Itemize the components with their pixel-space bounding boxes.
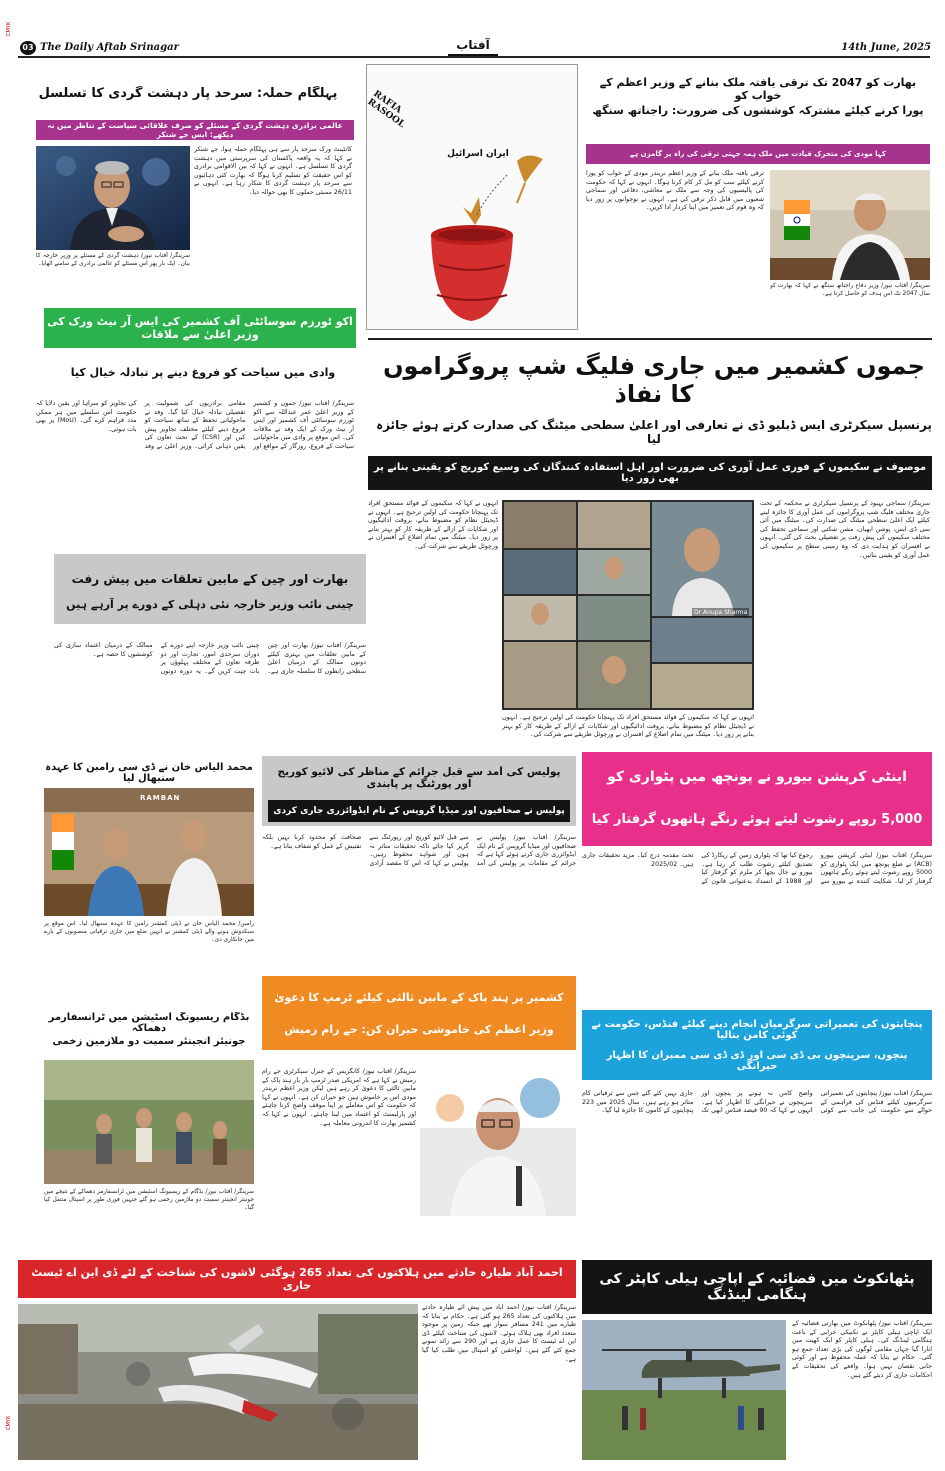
story-apache [582, 1260, 932, 1464]
story-tourism [18, 300, 354, 550]
budgam-photo [44, 1060, 254, 1184]
budgam-photo-art [44, 1060, 254, 1184]
acb-headline-line1: اینٹی کرپشن بیورو نے پونچھ میں پٹواری کو [607, 769, 907, 785]
story-ahmedabad [18, 1260, 576, 1464]
ahmedabad-headline-band: احمد آباد طیارہ حادثے میں ہلاکتوں کی تعداد 265 ہوگئی لاشوں کی شناخت کے لئے ڈی این اے ٹیسٹ جاری [18, 1260, 576, 1298]
story-police [262, 756, 576, 970]
jaishankar-photo-art [36, 146, 190, 250]
jairam-photo-art [420, 1068, 576, 1216]
jaishankar-photo [36, 146, 190, 250]
ilyas-caption: رامبن/ محمد الیاس خان نے ڈپٹی کمشنر رامبن کا عہدہ سنبھال لیا۔ اس موقع پر سبکدوش ہونے والے ڈپٹی کمشنر نے انہیں ضلع میں جاری ترقیاتی منصوبوں کے بارے میں جانکاری دی۔ [44, 921, 254, 943]
masthead-logo: آفتاب [448, 38, 498, 56]
acb-headline-line2: 5,000 روپے رشوت لیتے ہوئے رنگے ہاتھوں گرفتار کیا [591, 811, 923, 827]
masthead [0, 0, 945, 60]
budgam-headline-line2: جونیئر انجینئر سمیت دو ملازمین زخمی [52, 1036, 246, 1047]
police-body: سرینگر/ آفتاب نیوز/ پولیس نے صحافیوں اور میڈیا گروپس کے نام ایک ایڈوائزری جاری کرتے ہوئے کہا ہے کہ جرائم کے مقامات پر پولیس کی آمد سے قبل لائیو کوریج اور رپورٹنگ سے گریز کیا جائے تاکہ تحقیقات متاثر نہ ہوں اور شواہد محفوظ رہیں۔ پولیس نے کہا کہ اس کا مقصد آزادی صحافت کو محدود کرنا نہیں بلکہ تفتیش کے عمل کو شفاف بنانا ہے۔ [262, 834, 576, 867]
story-ilyas [44, 756, 254, 1002]
ramban-sign: RAMBAN [140, 794, 181, 802]
rajnath-headline-line1: بھارت کو 2047 تک ترقی یافتہ ملک بنانے کے وزیر اعظم کے خواب کو [599, 76, 917, 102]
page-number: 03 [20, 41, 36, 55]
jairam-photo [420, 1068, 576, 1216]
story-flagship [366, 338, 934, 752]
cartoon [366, 64, 578, 330]
issue-date: 14th June, 2025 [841, 42, 931, 53]
ahmedabad-body: سرینگر/ آفتاب نیوز/ احمد آباد میں پیش آئے طیارہ حادثے میں ہلاکتوں کی تعداد 265 ہو گئی ہے۔ حکام نے بتایا کہ طیارے میں 241 مسافر سوار تھے جبکہ زمین پر موجود متعدد افراد بھی ہلاک ہوئے۔ لاشوں کی شناخت کیلئے ڈی این اے ٹیسٹ کا عمل جاری ہے اور 290 سے زائد نمونے جمع کئے گئے ہیں۔ لواحقین کو اسپتال میں طلب کیا گیا ہے۔ [422, 1304, 576, 1363]
terror-subhead-band: عالمی برادری دہشت گردی کے مسئلے کو صرف علاقائی سیاست کے تناظر میں نہ دیکھے: ایس جے شنکر [36, 120, 354, 140]
tourism-body: سرینگر/ آفتاب نیوز/ جموں و کشمیر کے وزیر اعلیٰ عمر عبداللہ سے اکو ٹورزم سوسائٹی آف کشمیر اور ایس آر نیٹ ورک کے ایک وفد نے ملاقات کی۔ اس موقع پر وادی میں ماحولیاتی سیاحت کے فروغ، روزگار کے مواقع اور مقامی برادریوں کی شمولیت پر تفصیلی تبادلہ خیال کیا گیا۔ وفد نے ماحولیاتی تحفظ کے ساتھ سیاحت کو فروغ دینے کیلئے مختلف تجاویز پیش کیں اور (CSR) کے تحت تعاون کی یقین دہانی کرائی۔ وزیر اعلیٰ نے وفد کی تجاویز کو سراہا اور یقین دلایا کہ حکومت اس سلسلے میں ہر ممکن مدد فراہم کرے گی۔ (MoU) پر بھی بات ہوئی۔ [36, 400, 354, 450]
china-body: سرینگر/ آفتاب نیوز/ بھارت اور چین کے مابین تعلقات میں بہتری کیلئے دونوں ممالک کے درمیان اعلیٰ سطحی رابطوں کا سلسلہ جاری ہے۔ چینی نائب وزیر خارجہ اپنے دورے کے دوران سرحدی امور، تجارت اور دو طرفہ تعاون کے مختلف پہلوؤں پر بات چیت کریں گے۔ یہ دورہ دونوں ممالک کے درمیان اعتماد سازی کی کوششوں کا حصہ ہے۔ [54, 642, 366, 675]
china-headline-box [54, 554, 366, 624]
terror-body: کانٹینٹ ورک سرحد پار سے ہی پہلگام حملہ ہوا، جے شنکر نے کہا کہ یہ واقعہ پاکستان کی سرپرستی میں دہشت گردی کا تسلسل ہے۔ انہوں نے کہا کہ بین الاقوامی برادری کو اس حقیقت کو تسلیم کرنا ہوگا کہ بھارت کئی دہائیوں سے سرحد پار دہشت گردی کا شکار رہا ہے۔ انہوں نے 26/11 ممبئی حملوں کا بھی حوالہ دیا۔ [194, 146, 352, 196]
flagship-meeting-photo [502, 500, 754, 710]
budgam-caption: سرینگر/ آفتاب نیوز/ بڈگام کے ریسیونگ اسٹیشن میں ٹرانسفارمر دھماکے کے نتیجے میں جونیئر انجینئر سمیت دو ملازمین زخمی ہو گئے جنہیں فوری طور پر اسپتال منتقل کیا گیا۔ [44, 1189, 254, 1211]
rajnath-caption: سرینگر/ آفتاب نیوز/ وزیر دفاع راجناتھ سنگھ نے کہا کہ بھارت کو سال 2047 تک اس ہدف کو حاصل کرنا ہے۔ [770, 283, 930, 297]
meeting-photo-label: Dr Anupa Sharma [694, 609, 748, 616]
tourism-subhead: وادی میں سیاحت کو فروغ دینے پر تبادلہ خیال کیا [70, 366, 336, 379]
rajnath-body: ترقی یافتہ ملک بنانے کے وزیر اعظم نریندر مودی کے خواب کو پورا کرنے کیلئے سب کو مل کر کام کرنا ہوگا۔ انہوں نے کہا کہ حکومت کی پالیسیوں کی وجہ سے ملک نے معاشی، دفاعی اور سماجی شعبوں میں قابل ذکر ترقی کی ہے۔ انہوں نے نوجوانوں پر زور دیا کہ وہ قوم کی تعمیر میں اپنا کردار ادا کریں۔ [586, 170, 764, 212]
crash-photo-art [18, 1304, 418, 1460]
flagship-body-left: انہوں نے کہا کہ سکیموں کے فوائد مستحق افراد تک پہنچانا حکومت کی اولین ترجیح ہے۔ انہوں نے ڈیجیٹل نظام کو مضبوط بنانے، بروقت ادائیگیوں اور شکایات کے ازالے کے طریقہ کار کو بہتر بنانے پر زور دیا۔ میٹنگ میں تمام اضلاع کے افسران نے ورچوئل طریقے سے شرکت کی۔ [368, 500, 498, 550]
police-band: پولیس نے صحافیوں اور میڈیا گروپس کے نام ایڈوائزری جاری کردی [268, 800, 570, 822]
flagship-body-under-photo: انہوں نے کہا کہ سکیموں کے فوائد مستحق افراد تک پہنچانا حکومت کی اولین ترجیح ہے۔ انہوں نے ڈیجیٹل نظام کو مضبوط بنانے، بروقت ادائیگیوں اور شکایات کے ازالے کے طریقہ کار کو بہتر بنانے پر زور دیا۔ میٹنگ میں تمام اضلاع کے افسران نے ورچوئل طریقے سے شرکت کی۔ [502, 714, 754, 739]
apache-headline-band: پٹھانکوٹ میں فضائیہ کے اپاچی ہیلی کاپٹر کی ہنگامی لینڈنگ [582, 1260, 932, 1314]
rajnath-band: کہا مودی کی متحرک قیادت میں ملک ہمہ جہتی ترقی کی راہ پر گامزن ہے [586, 144, 930, 164]
rajnath-photo [770, 170, 930, 280]
flagship-top-rule [368, 338, 932, 340]
story-acb [582, 752, 932, 1006]
meeting-grid-art [502, 500, 754, 710]
panchayat-body: سرینگر/ آفتاب نیوز/ پنچایتوں کی تعمیراتی سرگرمیوں کیلئے فنڈس کی فراہمی کے حوالے سے حکومت کی جانب سے کوئی واضح کامن نہ ہونے پر پنچوں اور سرپنچوں نے حیرانگی کا اظہار کیا ہے۔ انہوں نے کہا کہ 90 فیصد فنڈس ابھی تک جاری نہیں کئے گئے جس سے ترقیاتی کام متاثر ہو رہے ہیں۔ سال 2025 میں 223 پنچایتوں کے کاموں کا جائزہ لیا گیا۔ [582, 1090, 932, 1115]
crash-photo [18, 1304, 418, 1460]
cmyk-mark-top: CMYK [6, 21, 12, 36]
paper-name: The Daily Aftab Srinagar [40, 42, 179, 53]
ilyas-photo-art [44, 788, 254, 916]
ilyas-headline: محمد الیاس خان نے ڈی سی رامبن کا عہدہ سنبھال لیا [45, 762, 253, 784]
flagship-headline: جموں کشمیر میں جاری فلیگ شپ پروگراموں کا نفاذ [383, 352, 925, 408]
budgam-headline-line1: بڈگام ریسیونگ اسٹیشن میں ٹرانسفارمر دھماکہ [48, 1012, 250, 1034]
story-panchayat [582, 1010, 932, 1256]
story-china [18, 554, 366, 746]
rajnath-headline-line2: پورا کرنے کیلئے مشترکہ کوششوں کی ضرورت: راجناتھ سنگھ [592, 104, 924, 117]
flagship-subhead: پرنسپل سیکرٹری ایس ڈبلیو ڈی نے تعارفی اور اعلیٰ سطحی میٹنگ کی صدارت کرتے ہوئے جائزہ لیا [376, 418, 932, 446]
apache-photo [582, 1320, 786, 1460]
terror-caption: سرینگر/ آفتاب نیوز/ دہشت گردی کے مسئلے پر وزیر خارجہ کا بیان۔ ایک بار پھر اس مسئلے کو عالمی برادری کے سامنے اٹھایا۔ [36, 253, 190, 267]
cmyk-mark-bottom: CMYK [6, 1415, 12, 1430]
panchayat-headline-line1: پنچایتوں کی تعمیراتی سرگرمیاں انجام دینے کیلئے فنڈس، حکومت نے کوئی کامن بنالیا [591, 1019, 923, 1041]
apache-photo-art [582, 1320, 786, 1460]
china-headline-line1: بھارت اور چین کے مابین تعلقات میں پیش رفت [71, 572, 349, 586]
story-rajnath [582, 62, 932, 334]
police-headline: پولیس کی آمد سے قبل جرائم کے مناظر کی لائیو کوریج اور پورٹنگ پر پابندی [277, 766, 561, 790]
terror-headline: پہلگام حملہ: سرحد پار دہشت گردی کا تسلسل [38, 86, 338, 101]
flagship-body-right: سرینگر/ سماجی بہبود کے پرنسپل سیکرٹری نے محکمہ کے تحت جاری مختلف فلیگ شپ پروگراموں کی عمل آوری کا جائزہ لینے کیلئے ایک اعلیٰ سطحی میٹنگ کی صدارت کی۔ میٹنگ میں آئی سی ڈی ایس، پوشن ابھیان، مشن شکتی اور سماجی تحفظ کی مختلف سکیموں کی پیش رفت پر تفصیلی بحث کی گئی۔ انہوں نے افسران کو ہدایت دی کہ وہ زمینی سطح پر سکیموں کی عمل آوری کو یقینی بنائیں۔ [760, 500, 930, 559]
panchayat-headline-line2: پنچوں، سرپنچوں بی ڈی سی اور ڈی ڈی سی ممبران کا اظہار حیرانگی [606, 1050, 908, 1072]
china-headline-line2: چینی نائب وزیر خارجہ نئی دہلی کے دورے پر آرہے ہیں [66, 598, 354, 611]
story-budgam [44, 1008, 254, 1256]
masthead-rule [18, 56, 930, 58]
acb-body: سرینگر/ آفتاب نیوز/ اینٹی کرپشن بیورو (ACB) نے ضلع پونچھ میں ایک پٹواری کو 5000 روپے رشوت لیتے ہوئے رنگے ہاتھوں گرفتار کر لیا۔ شکایت کنندہ نے بیورو سے رجوع کیا تھا کہ پٹواری زمین کے ریکارڈ کی تصدیق کیلئے رشوت طلب کر رہا ہے۔ بیورو نے جال بچھا کر ملزم کو گرفتار کیا اور 1988 کے انسداد بدعنوانی قانون کے تحت مقدمہ درج کیا۔ مزید تحقیقات جاری ہیں۔ 2025/02 [582, 852, 932, 885]
ilyas-photo [44, 788, 254, 916]
tourism-band: اکو ٹورزم سوسائٹی آف کشمیر کی ایس آر نیٹ ورک کی وزیر اعلیٰ سے ملاقات [44, 308, 356, 348]
cartoon-signature: RAFIA RASOOL [365, 89, 407, 131]
story-terror [18, 62, 354, 296]
trump-body: سرینگر/ آفتاب نیوز/ کانگریس کے جنرل سیکرٹری جے رام رمیش نے کہا ہے کہ امریکی صدر ٹرمپ بار بار ہند پاک کے مابین ثالثی کا دعویٰ کر رہے ہیں لیکن وزیر اعظم نریندر مودی اس پر خاموش ہیں جو حیران کن ہے۔ انہوں نے کہا کہ حکومت کو اس معاملے پر اپنا موقف واضح کرنا چاہئے اور پارلیمنٹ کو اعتماد میں لینا چاہئے۔ انہوں نے کہا کہ کشمیر بھارت کا اندرونی معاملہ ہے۔ [262, 1068, 416, 1127]
rajnath-photo-art [770, 170, 930, 280]
flagship-band: موصوف نے سکیموں کے فوری عمل آوری کی ضرورت اور اہل استفادہ کنندگان کی وسیع کوریج کو یقینی بنانے پر بھی زور دیا [368, 456, 932, 490]
trump-band-line1: کشمیر پر ہند پاک کے مابین ثالثی کیلئے ٹرمپ کا دعویٰ [274, 990, 564, 1004]
apache-body: سرینگر/ آفتاب نیوز/ پٹھانکوٹ میں بھارتی فضائیہ کے ایک اپاچی ہیلی کاپٹر نے تکنیکی خرابی کے باعث ہنگامی لینڈنگ کی۔ ہیلی کاپٹر کو ایک کھیت میں اتارا گیا جہاں مقامی لوگوں کی بڑی تعداد جمع ہو گئی۔ حکام نے بتایا کہ عملہ محفوظ ہے اور کوئی جانی نقصان نہیں ہوا۔ واقعے کی تحقیقات کے احکامات جاری کر دیئے گئے ہیں۔ [792, 1320, 932, 1379]
cartoon-label: ایران اسرائیل [447, 149, 509, 159]
story-trump [262, 976, 576, 1248]
trump-band-line2: وزیر اعظم کی خاموشی حیران کن: جے رام رمیش [284, 1022, 554, 1036]
